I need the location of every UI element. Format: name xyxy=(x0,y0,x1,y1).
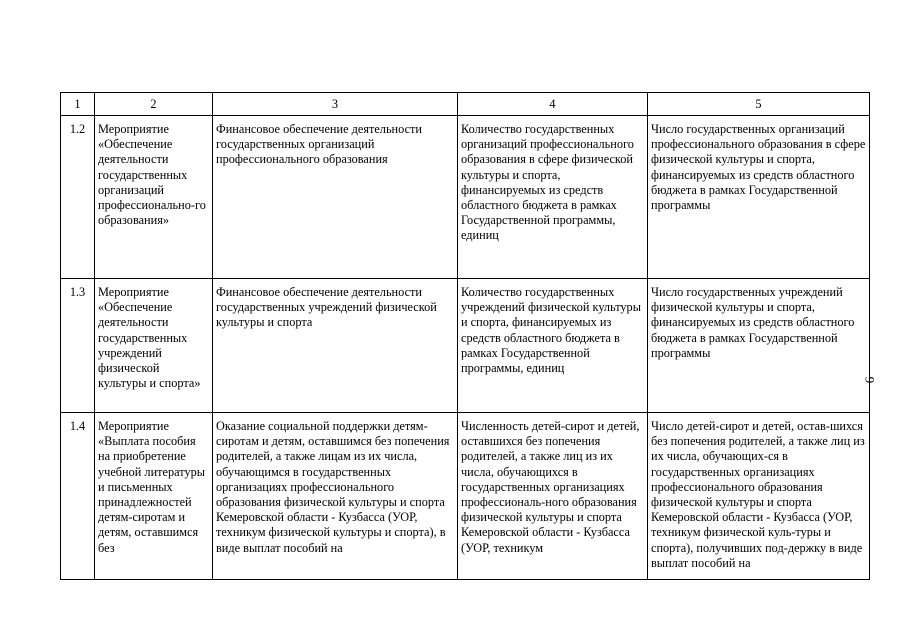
indicator-cell: Количество государственных учреждений физической культуры и спорта, финансируемых из средств областного бюджета в рамках Государственной программы, единиц xyxy=(458,279,648,413)
indicator-cell: Численность детей-сирот и детей, оставшихся без попечения родителей, а также лиц из их числа, обучающихся в государственных организациях профессиональ-ного образования физической культуры и спорта Кемеровской области - Кузбасса (УОР, техникум xyxy=(458,413,648,580)
row-number: 1.2 xyxy=(61,116,95,279)
row-number: 1.3 xyxy=(61,279,95,413)
description-cell: Финансовое обеспечение деятельности государственных учреждений физической культуры и спорта xyxy=(213,279,458,413)
page-number: 9 xyxy=(862,376,878,384)
header-col-3: 3 xyxy=(213,93,458,116)
table-row xyxy=(61,116,870,279)
event-cell: Мероприятие «Выплата пособия на приобретение учебной литературы и письменных принадлежностей детям-сиротам и детям, оставшимся без xyxy=(95,413,213,580)
header-row xyxy=(61,93,870,116)
event-cell: Мероприятие «Обеспечение деятельности государственных организаций профессионально-го образования» xyxy=(95,116,213,279)
method-cell: Число детей-сирот и детей, остав-шихся без попечения родителей, а также лиц из их числа, обучающих-ся в государственных организациях профессионального образования физической культуры и спорта Кемеровской области - Кузбасса (УОР, техникум физической куль-туры и спорта), получивших под-держку в виде выплат пособий на xyxy=(648,413,870,580)
header-col-5: 5 xyxy=(648,93,870,116)
row-number: 1.4 xyxy=(61,413,95,580)
table-row xyxy=(61,279,870,413)
header-col-4: 4 xyxy=(458,93,648,116)
indicator-cell: Количество государственных организаций профессионального образования в сфере физической культуры и спорта, финансируемых из средств областного бюджета в рамках Государственной программы, единиц xyxy=(458,116,648,279)
method-cell: Число государственных учреждений физической культуры и спорта, финансируемых из средств областного бюджета в рамках Государственной программы xyxy=(648,279,870,413)
description-cell: Оказание социальной поддержки детям-сиротам и детям, оставшимся без попечения родителей, а также лицам из их числа, обучающимся в государственных организациях профессионального образования физической культуры и спорта Кемеровской области - Кузбасса (УОР, техникум физической культуры и спорта), в виде выплат пособий на xyxy=(213,413,458,580)
table-row xyxy=(61,413,870,580)
description-cell: Финансовое обеспечение деятельности государственных организаций профессионального образования xyxy=(213,116,458,279)
event-cell: Мероприятие «Обеспечение деятельности государственных учреждений физической культуры и спорта» xyxy=(95,279,213,413)
header-col-2: 2 xyxy=(95,93,213,116)
header-col-1: 1 xyxy=(61,93,95,116)
method-cell: Число государственных организаций профессионального образования в сфере физической культуры и спорта, финансируемых из средств областного бюджета в рамках Государственной программы xyxy=(648,116,870,279)
program-table xyxy=(60,92,870,580)
